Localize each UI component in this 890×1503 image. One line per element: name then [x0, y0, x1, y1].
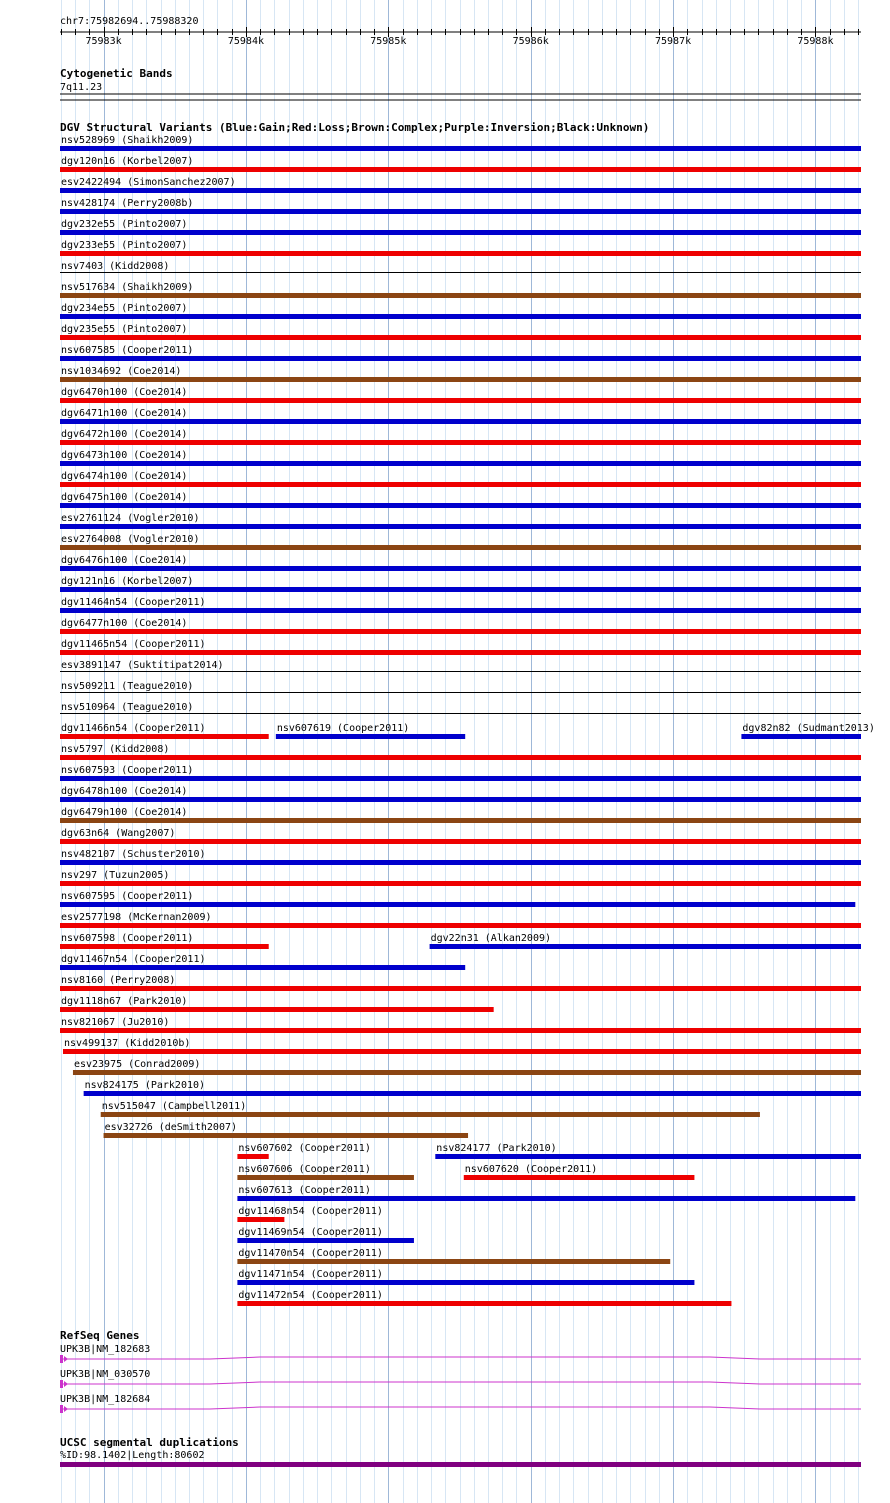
- gene-strand-arrow-icon: [64, 1356, 68, 1362]
- variant-feature[interactable]: [60, 944, 269, 949]
- ruler-tick-label: 75988k: [797, 36, 834, 47]
- variant-feature[interactable]: [60, 902, 855, 907]
- segdup-feature[interactable]: [60, 1462, 861, 1467]
- variant-feature[interactable]: [60, 482, 861, 487]
- variant-label: nsv607585 (Cooper2011): [61, 345, 194, 356]
- variant-label: nsv5797 (Kidd2008): [61, 744, 170, 755]
- variant-feature[interactable]: [60, 734, 269, 739]
- variant-label: nsv607595 (Cooper2011): [61, 891, 194, 902]
- variant-label: dgv11464n54 (Cooper2011): [61, 597, 206, 608]
- variant-label: dgv1118n67 (Park2010): [61, 996, 188, 1007]
- variant-label: dgv120n16 (Korbel2007): [61, 156, 194, 167]
- variant-feature[interactable]: [60, 356, 861, 361]
- variant-label: nsv515047 (Campbell2011): [101, 1101, 247, 1112]
- variant-feature[interactable]: [60, 314, 861, 319]
- variant-feature[interactable]: [63, 1049, 861, 1054]
- variant-label: nsv509211 (Teague2010): [61, 681, 194, 692]
- ruler-title: chr7:75982694..75988320: [60, 16, 199, 27]
- dgv-features: [60, 135, 875, 1306]
- gene-exon[interactable]: [60, 1380, 63, 1388]
- variant-feature[interactable]: [60, 335, 861, 340]
- variant-label: nsv528969 (Shaikh2009): [61, 135, 194, 146]
- variant-feature[interactable]: [60, 419, 861, 424]
- variant-label: nsv607620 (Cooper2011): [464, 1164, 598, 1175]
- variant-feature[interactable]: [60, 860, 861, 865]
- gene-exon[interactable]: [60, 1355, 63, 1363]
- cytoband-track-title: Cytogenetic Bands: [60, 67, 173, 80]
- variant-feature[interactable]: [60, 146, 861, 151]
- variant-feature[interactable]: [60, 671, 861, 672]
- variant-label: dgv11470n54 (Cooper2011): [238, 1248, 383, 1259]
- variant-feature[interactable]: [60, 503, 861, 508]
- segdup-track-title: UCSC segmental duplications: [60, 1436, 239, 1449]
- variant-label: esv2577198 (McKernan2009): [61, 912, 212, 923]
- variant-feature[interactable]: [60, 398, 861, 403]
- variant-label: dgv6474n100 (Coe2014): [61, 471, 188, 482]
- variant-feature[interactable]: [60, 461, 861, 466]
- variant-feature[interactable]: [60, 776, 861, 781]
- variant-label: dgv6477n100 (Coe2014): [61, 618, 188, 629]
- variant-label: nsv607613 (Cooper2011): [238, 1185, 371, 1196]
- variant-feature[interactable]: [101, 1112, 760, 1117]
- dgv-track: [60, 121, 875, 1306]
- variant-label: nsv517634 (Shaikh2009): [61, 282, 194, 293]
- variant-feature[interactable]: [60, 440, 861, 445]
- variant-feature[interactable]: [60, 692, 861, 693]
- variant-label: dgv22n31 (Alkan2009): [430, 933, 552, 944]
- variant-feature[interactable]: [435, 1154, 861, 1159]
- cytoband-label: 7q11.23: [60, 82, 103, 93]
- variant-feature[interactable]: [237, 1259, 670, 1264]
- variant-label: dgv6476n100 (Coe2014): [61, 555, 188, 566]
- variant-feature[interactable]: [237, 1217, 284, 1222]
- variant-label: nsv428174 (Perry2008b): [61, 198, 194, 209]
- dgv-track-title: DGV Structural Variants (Blue:Gain;Red:Loss;Brown:Complex;Purple:Inversion;Black:Unknown): [60, 121, 650, 134]
- variant-label: esv2764008 (Vogler2010): [61, 534, 200, 545]
- variant-feature[interactable]: [60, 251, 861, 256]
- gene-label: UPK3B|NM_030570: [60, 1369, 151, 1380]
- variant-feature[interactable]: [60, 629, 861, 634]
- variant-feature[interactable]: [60, 839, 861, 844]
- variant-label: nsv607602 (Cooper2011): [238, 1143, 371, 1154]
- ruler-tick-label: 75987k: [655, 36, 692, 47]
- variant-feature[interactable]: [60, 188, 861, 193]
- refseq-track-title: RefSeq Genes: [60, 1329, 140, 1342]
- variant-label: dgv6472n100 (Coe2014): [61, 429, 188, 440]
- variant-feature[interactable]: [60, 1007, 494, 1012]
- variant-label: dgv11466n54 (Cooper2011): [61, 723, 206, 734]
- variant-label: dgv6479n100 (Coe2014): [61, 807, 188, 818]
- variant-feature[interactable]: [237, 1301, 731, 1306]
- variant-label: dgv6473n100 (Coe2014): [61, 450, 188, 461]
- variant-feature[interactable]: [60, 587, 861, 592]
- variant-feature[interactable]: [60, 608, 861, 613]
- gene-label: UPK3B|NM_182683: [60, 1344, 151, 1355]
- variant-feature[interactable]: [60, 377, 861, 382]
- gene-strand-arrow-icon: [64, 1381, 68, 1387]
- variant-label: dgv234e55 (Pinto2007): [61, 303, 188, 314]
- variant-label: esv3891147 (Suktitipat2014): [61, 660, 224, 671]
- variant-label: dgv11465n54 (Cooper2011): [61, 639, 206, 650]
- variant-label: dgv63n64 (Wang2007): [61, 828, 176, 839]
- gene-exon[interactable]: [60, 1405, 63, 1413]
- variant-feature[interactable]: [60, 965, 465, 970]
- variant-feature[interactable]: [237, 1175, 414, 1180]
- variant-feature[interactable]: [237, 1196, 855, 1201]
- variant-label: dgv6478n100 (Coe2014): [61, 786, 188, 797]
- variant-feature[interactable]: [60, 524, 861, 529]
- variant-feature[interactable]: [60, 293, 861, 298]
- variant-feature[interactable]: [60, 818, 861, 823]
- variant-label: nsv824175 (Park2010): [84, 1080, 206, 1091]
- variant-feature[interactable]: [464, 1175, 695, 1180]
- variant-feature[interactable]: [60, 230, 861, 235]
- variant-feature[interactable]: [237, 1154, 268, 1159]
- variant-label: nsv824177 (Park2010): [436, 1143, 557, 1154]
- variant-feature[interactable]: [60, 713, 861, 714]
- variant-label: nsv297 (Tuzun2005): [61, 870, 170, 881]
- variant-feature[interactable]: [430, 944, 861, 949]
- segdup-label: %ID:98.1402|Length:80602: [60, 1450, 205, 1461]
- gene-strand-arrow-icon: [64, 1406, 68, 1412]
- variant-label: dgv6471n100 (Coe2014): [61, 408, 188, 419]
- variant-label: dgv235e55 (Pinto2007): [61, 324, 188, 335]
- variant-feature[interactable]: [237, 1280, 694, 1285]
- variant-label: nsv607619 (Cooper2011): [276, 723, 410, 734]
- variant-label: nsv1034692 (Coe2014): [61, 366, 182, 377]
- variant-feature[interactable]: [60, 545, 861, 550]
- ruler-tick-label: 75984k: [227, 36, 265, 47]
- ruler-tick-label: 75983k: [85, 36, 122, 47]
- variant-feature[interactable]: [60, 923, 861, 928]
- variant-label: dgv233e55 (Pinto2007): [61, 240, 188, 251]
- variant-label: dgv11467n54 (Cooper2011): [61, 954, 206, 965]
- variant-feature[interactable]: [237, 1238, 414, 1243]
- variant-feature[interactable]: [60, 797, 861, 802]
- variant-label: dgv6475n100 (Coe2014): [61, 492, 188, 503]
- variant-label: dgv11469n54 (Cooper2011): [238, 1227, 383, 1238]
- variant-label: dgv82n82 (Sudmant2013): [742, 723, 875, 734]
- variant-feature[interactable]: [60, 755, 861, 760]
- variant-label: dgv232e55 (Pinto2007): [61, 219, 188, 230]
- ruler-tick-label: 75985k: [370, 36, 407, 47]
- ruler-tick-label: 75986k: [512, 36, 549, 47]
- variant-feature[interactable]: [60, 272, 861, 273]
- variant-feature[interactable]: [60, 566, 861, 571]
- variant-label: nsv510964 (Teague2010): [61, 702, 194, 713]
- variant-label: esv2422494 (SimonSanchez2007): [61, 177, 236, 188]
- variant-label: nsv499137 (Kidd2010b): [63, 1038, 191, 1049]
- variant-label: esv23975 (Conrad2009): [73, 1059, 201, 1070]
- variant-label: nsv607598 (Cooper2011): [61, 933, 194, 944]
- variant-feature[interactable]: [276, 734, 465, 739]
- variant-feature[interactable]: [104, 1133, 468, 1138]
- variant-feature[interactable]: [60, 650, 861, 655]
- variant-label: dgv11472n54 (Cooper2011): [238, 1290, 383, 1301]
- variant-feature[interactable]: [60, 986, 861, 991]
- variant-label: esv2761124 (Vogler2010): [61, 513, 200, 524]
- variant-feature[interactable]: [60, 209, 861, 214]
- variant-label: dgv121n16 (Korbel2007): [61, 576, 194, 587]
- variant-feature[interactable]: [84, 1091, 861, 1096]
- variant-label: dgv6470n100 (Coe2014): [61, 387, 188, 398]
- variant-label: nsv7403 (Kidd2008): [61, 261, 170, 272]
- variant-label: dgv11468n54 (Cooper2011): [238, 1206, 383, 1217]
- variant-label: nsv482107 (Schuster2010): [61, 849, 206, 860]
- variant-feature[interactable]: [73, 1070, 861, 1075]
- variant-feature[interactable]: [60, 1028, 861, 1033]
- variant-feature[interactable]: [60, 881, 861, 886]
- variant-label: nsv607593 (Cooper2011): [61, 765, 194, 776]
- variant-label: dgv11471n54 (Cooper2011): [238, 1269, 383, 1280]
- variant-label: nsv607606 (Cooper2011): [238, 1164, 371, 1175]
- variant-feature[interactable]: [60, 167, 861, 172]
- variant-label: nsv8160 (Perry2008): [61, 975, 176, 986]
- variant-label: nsv821067 (Ju2010): [61, 1017, 170, 1028]
- variant-feature[interactable]: [741, 734, 861, 739]
- gene-label: UPK3B|NM_182684: [60, 1394, 151, 1405]
- variant-label: esv32726 (deSmith2007): [104, 1122, 238, 1133]
